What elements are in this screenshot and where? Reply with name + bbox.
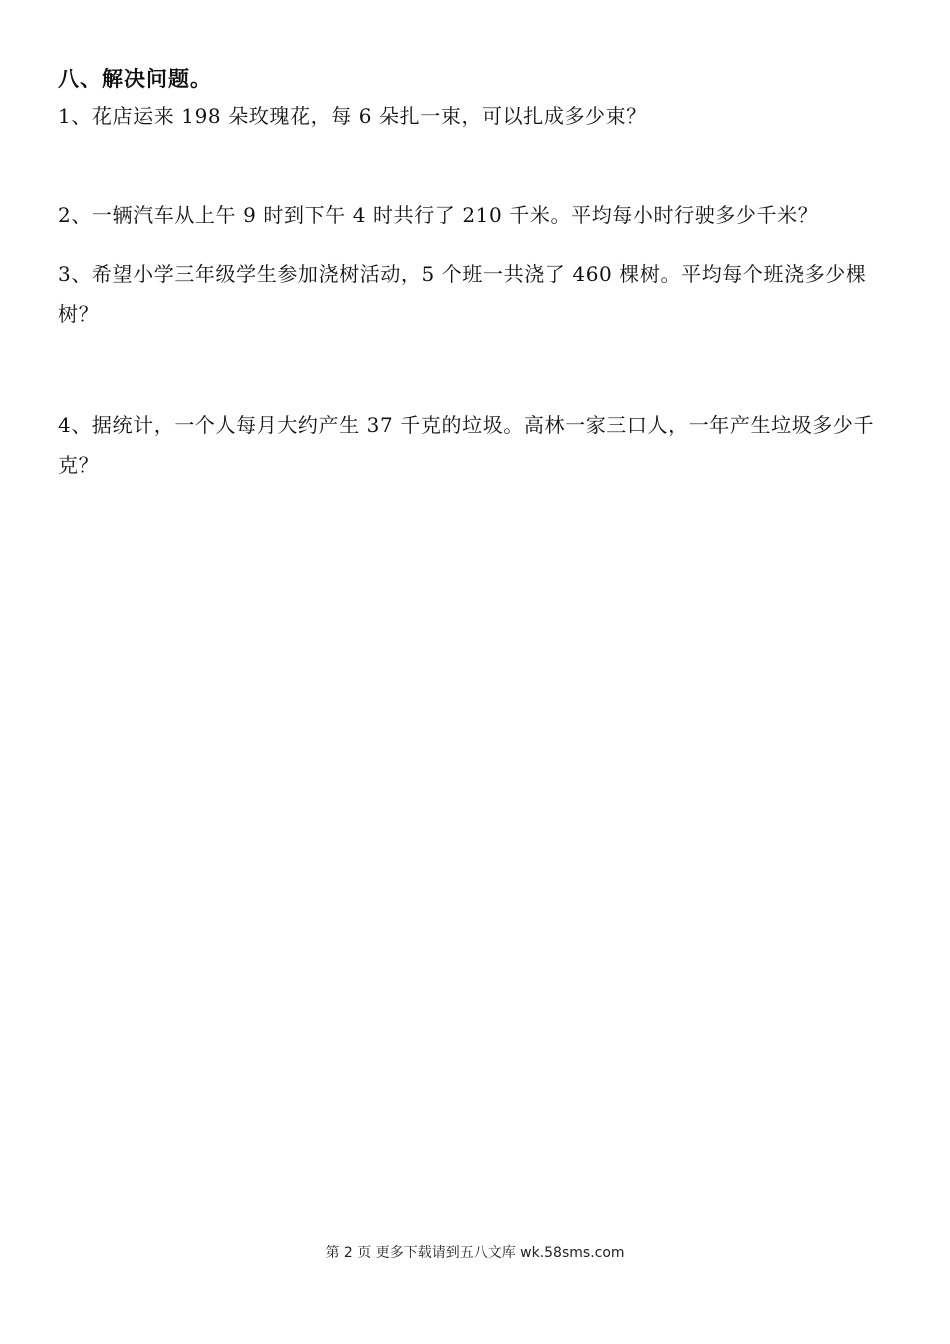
page-footer: 第 2 页 更多下载请到五八文库 wk.58sms.com	[325, 1245, 625, 1261]
question-1: 1、花店运来 198 朵玫瑰花，每 6 朵扎一束，可以扎成多少束？	[58, 104, 647, 128]
section-title: 八、解决问题。	[58, 67, 212, 91]
question-4: 4、据统计，一个人每月大约产生 37 千克的垃圾。高林一家三口人，一年产生垃圾多少千克？	[58, 413, 875, 477]
question-2: 2、一辆汽车从上午 9 时到下午 4 时共行了 210 千米。平均每小时行驶多少千米？	[58, 203, 819, 227]
question-3: 3、希望小学三年级学生参加浇树活动，5 个班一共浇了 460 棵树。平均每个班浇多少棵树？	[58, 262, 867, 326]
